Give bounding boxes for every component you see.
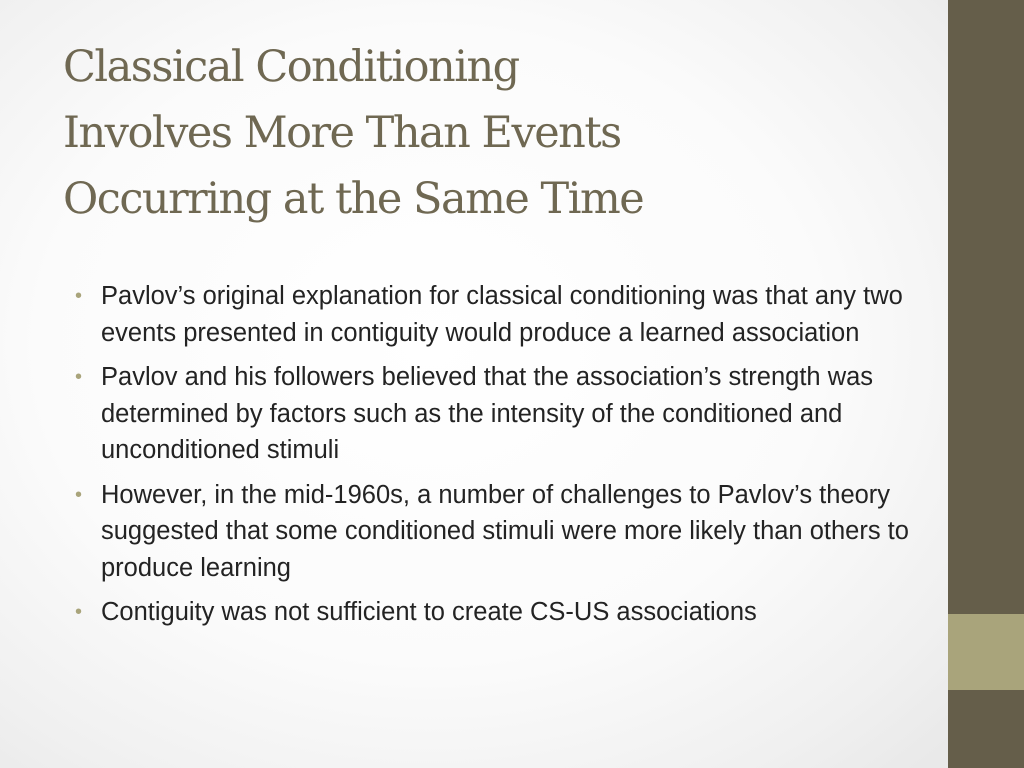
bullet-item <box>75 278 965 351</box>
bullet-text: However, in the mid-1960s, a number of challenges to Pavlov’s theory suggested that some conditioned stimuli were more likely than others to produce learning <box>101 480 909 582</box>
bullet-icon: • <box>75 366 83 388</box>
title-line-2: Involves More Than Events <box>63 108 621 158</box>
bullet-icon: • <box>75 285 83 307</box>
title-line-3: Occurring at the Same Time <box>63 174 644 224</box>
bullet-item <box>75 594 965 631</box>
bullet-list <box>75 278 965 639</box>
slide-title <box>63 34 923 232</box>
bullet-icon: • <box>75 601 83 623</box>
bullet-icon: • <box>75 483 83 506</box>
bullet-item <box>75 477 965 587</box>
title-line-1: Classical Conditioning <box>63 42 519 92</box>
bullet-text: Pavlov’s original explanation for classical conditioning was that any two events presented in contiguity would produce a learned association <box>101 282 903 347</box>
bullet-text: Contiguity was not sufficient to create CS-US associations <box>101 598 757 626</box>
bullet-item <box>75 359 965 469</box>
bullet-text: Pavlov and his followers believed that the association’s strength was determined by factors such as the intensity of the conditioned and unconditioned stimuli <box>101 363 874 464</box>
